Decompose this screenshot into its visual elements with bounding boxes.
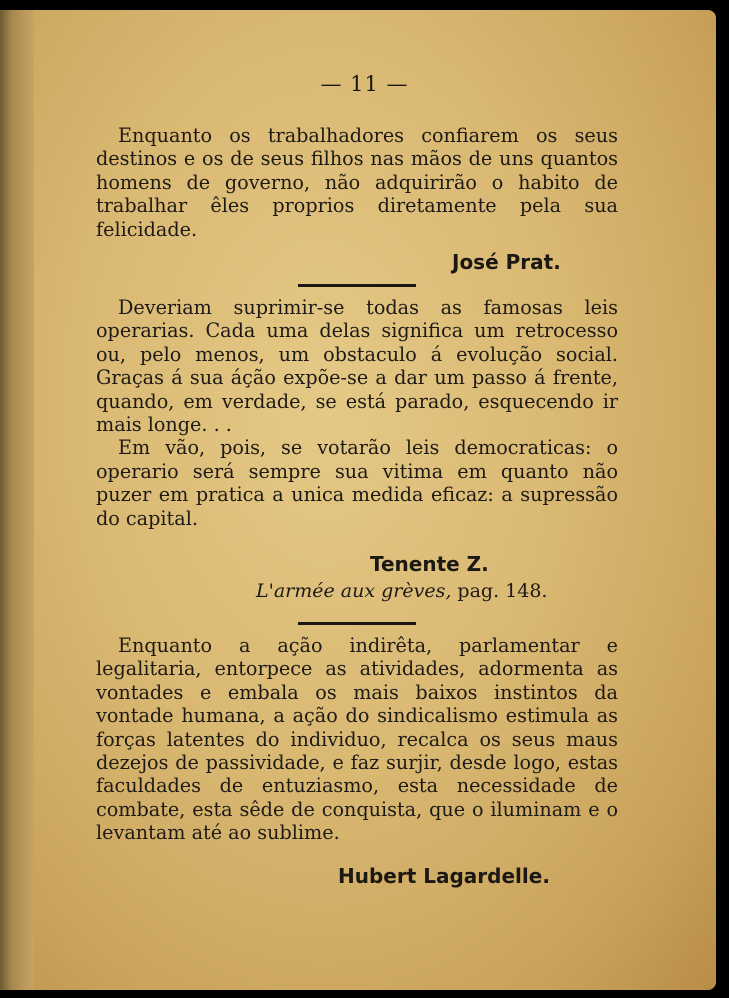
paragraph: Deveriam suprimir-se todas as famosas leis operarias. Cada uma delas significa um retrocesso ou, pelo menos, um obstaculo á evolução social. Graças á sua áção expõe-se a dar um passo á frente, quando, em verdade, se está parado, esquecendo ir mais longe. . . (96, 296, 618, 437)
author-lagardelle: Hubert Lagardelle. (338, 864, 550, 888)
quote-prat (96, 124, 618, 241)
section-divider (298, 284, 416, 287)
source-page: pag. 148. (457, 580, 548, 602)
author-prat: José Prat. (452, 250, 561, 274)
paragraph: Enquanto os trabalhadores confiarem os seus destinos e os de seus filhos nas mãos de uns quantos homens de governo, não adquirirão o habito de trabalhar êles proprios diretamente pela sua felicidade. (96, 124, 618, 241)
author-tenente: Tenente Z. (370, 552, 489, 576)
source-reference (256, 580, 547, 602)
paragraph: Enquanto a ação indirêta, parlamentar e legalitaria, entorpece as atividades, adormenta as vontades e embala os mais baixos instintos da vontade humana, a ação do sindicalismo estimula as forças latentes do individuo, recalca os seus maus dezejos de passividade, e faz surjir, desde logo, estas faculdades de entuziasmo, esta necessidade de combate, esta sêde de conquista, que o iluminam e o levantam até ao sublime. (96, 634, 618, 845)
quote-tenente (96, 296, 618, 530)
paragraph: Em vão, pois, se votarão leis democraticas: o operario será sempre sua vitima em quanto não puzer em pratica a unica medida eficaz: a supressão do capital. (96, 436, 618, 530)
quote-lagardelle (96, 634, 618, 845)
section-divider (298, 622, 416, 625)
book-spine (0, 10, 34, 990)
source-title: L'armée aux grèves, (256, 580, 452, 602)
page-number: — 11 — (320, 72, 409, 96)
